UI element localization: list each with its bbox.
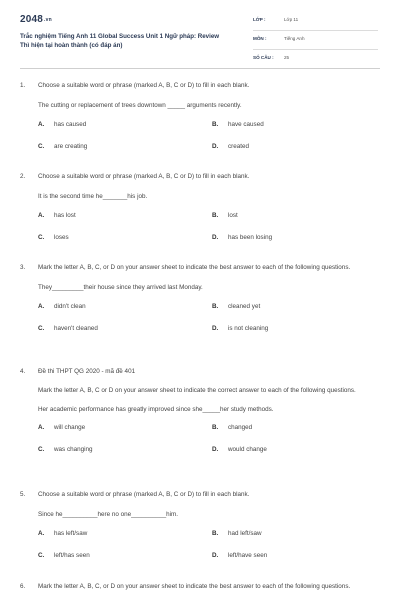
option-text: would change [228,446,267,453]
question-instruction: Mark the letter A, B, C, or D on your answer sheet to indicate the best answer to each of the following questions. [38,264,351,271]
option-text: has lost [54,212,76,219]
question-number: 5. [20,491,26,498]
question-prompt [20,489,380,500]
question-stem: The cutting or replacement of trees downtown _____ arguments recently. [38,102,242,109]
option-a[interactable]: A. has lost [38,212,76,219]
option-b[interactable]: B. have caused [212,121,264,128]
question-instruction: Choose a suitable word or phrase (marked A, B, C or D) to fill in each blank. [38,173,250,180]
question-3 [20,262,380,347]
option-text: was changing [54,446,93,453]
question-instruction: Choose a suitable word or phrase (marked A, B, C or D) to fill in each blank. [38,491,250,498]
question-stem: They_________their house since they arrived last Monday. [38,284,203,291]
answer-options [38,212,380,256]
question-number: 6. [20,583,26,590]
question-prompt [20,171,380,182]
meta-table [253,14,378,71]
logo-suffix: .vn [44,17,52,23]
question-prompt [20,262,380,273]
question-number: 2. [20,173,26,180]
option-d[interactable]: D. has been losing [212,234,273,241]
question-number: 4. [20,368,26,375]
option-text: lost [228,212,238,219]
option-text: has caused [54,121,87,128]
option-a[interactable]: A. has caused [38,121,87,128]
question-stem: It is the second time he_______his job. [38,193,148,200]
logo-text: 2048 [20,14,44,25]
question-2 [20,171,380,256]
option-c[interactable]: C. are creating [38,143,88,150]
answer-options [38,121,380,165]
question-instruction: Choose a suitable word or phrase (marked A, B, C or D) to fill in each blank. [38,82,250,89]
question-number: 1. [20,82,26,89]
option-c[interactable]: C. haven't cleaned [38,325,98,332]
question-prompt [20,366,380,377]
question-1 [20,80,380,165]
question-5 [20,489,380,574]
question-number: 3. [20,264,26,271]
meta-row-subject [253,33,378,50]
option-text: had left/saw [228,530,262,537]
meta-key: LỚP : [253,17,266,22]
option-text: has left/saw [54,530,88,537]
option-text: will change [54,424,86,431]
meta-value: Tiếng Anh [284,36,305,41]
answer-options [38,303,380,347]
option-a[interactable]: A. didn't clean [38,303,86,310]
option-b[interactable]: B. cleaned yet [212,303,261,310]
option-text: loses [54,234,69,241]
option-d[interactable]: D. left/have seen [212,552,268,559]
question-prompt [20,80,380,91]
option-text: didn't clean [54,303,86,310]
meta-row-count [253,52,378,69]
option-b[interactable]: B. changed [212,424,253,431]
option-c[interactable]: C. left/has seen [38,552,90,559]
header-divider [20,68,380,69]
option-text: is not cleaning [228,325,269,332]
meta-value: 25 [284,55,290,60]
option-d[interactable]: D. is not cleaning [212,325,269,332]
option-text: cleaned yet [228,303,261,310]
option-text: left/have seen [228,552,268,559]
meta-key: SỐ CÂU : [253,55,274,60]
option-d[interactable]: D. created [212,143,250,150]
exam-source-label: Đề thi THPT QG 2020 - mã đề 401 [38,368,136,375]
option-d[interactable]: D. would change [212,446,267,453]
option-text: have caused [228,121,264,128]
option-b[interactable]: B. lost [212,212,238,219]
option-text: has been losing [228,234,273,241]
option-text: left/has seen [54,552,90,559]
option-text: haven't cleaned [54,325,98,332]
meta-value: Lớp 11 [284,17,299,22]
answer-options [38,530,380,574]
question-stem: Since he__________here no one__________him. [38,511,179,518]
option-text: are creating [54,143,88,150]
meta-key: MÔN : [253,36,267,41]
question-instruction: Mark the letter A, B, C or D on your answer sheet to indicate the correct answer to each of the following questions. [38,387,356,394]
question-prompt [20,581,380,592]
site-logo[interactable] [20,14,52,25]
option-text: changed [228,424,253,431]
meta-row-grade [253,14,378,31]
option-a[interactable]: A. will change [38,424,86,431]
page-title: Trắc nghiệm Tiếng Anh 11 Global Success Unit 1 Ngữ pháp: Review Thì hiện tại hoàn thành (có đáp án) [20,33,220,49]
question-6 [20,581,380,592]
question-4 [20,366,380,468]
option-c[interactable]: C. was changing [38,446,93,453]
option-c[interactable]: C. loses [38,234,69,241]
question-instruction: Mark the letter A, B, C, or D on your answer sheet to indicate the best answer to each of the following questions. [38,583,351,590]
question-stem: Her academic performance has greatly improved since she_____her study methods. [38,406,274,413]
option-text: created [228,143,250,150]
option-a[interactable]: A. has left/saw [38,530,88,537]
option-b[interactable]: B. had left/saw [212,530,262,537]
answer-options [38,424,380,468]
page-header [0,0,400,68]
